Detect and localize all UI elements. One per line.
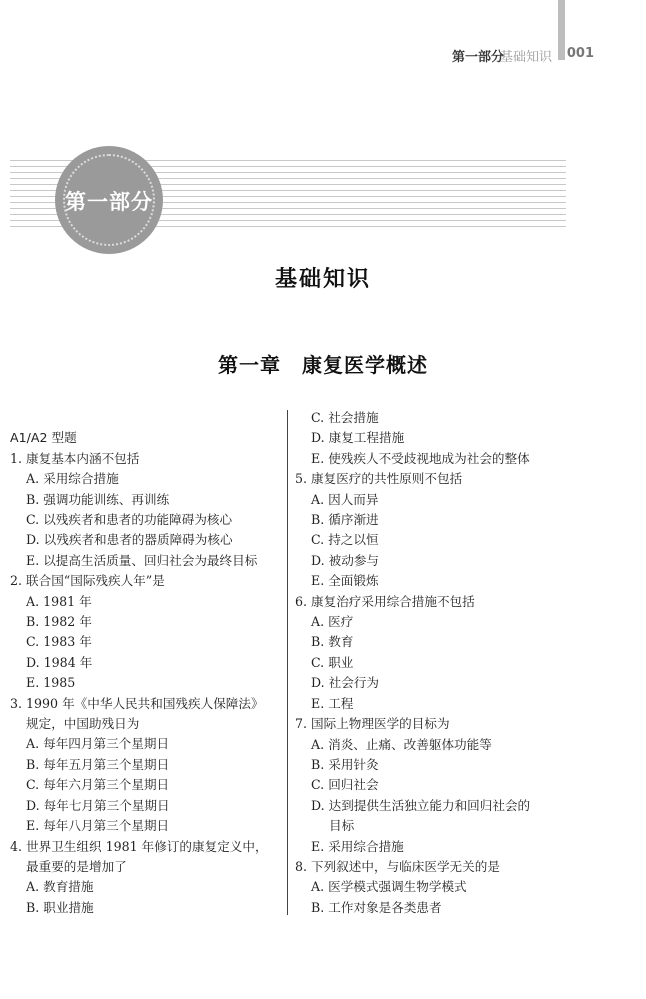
option-c: C. 持之以恒 [311,532,379,548]
option-d: D. 康复工程措施 [311,430,405,446]
section-label: A1/A2 型题 [10,430,77,446]
option-a: A. 消炎、止痛、改善躯体功能等 [311,736,492,752]
question-stem: 8. 下列叙述中，与临床医学无关的是 [295,858,500,874]
header-section: 基础知识 [499,50,552,65]
option-d: D. 以残疾者和患者的器质障碍为核心 [26,532,233,548]
question-stem: 7. 国际上物理医学的目标为 [295,716,450,732]
option-e: E. 工程 [311,695,354,711]
question-4 [10,837,282,919]
option-d: D. 被动参与 [311,552,380,568]
option-b: B. 采用针灸 [311,756,379,772]
option-d: D. 达到提供生活独立能力和回归社会的 [311,797,531,813]
left-column [10,408,282,918]
option-b: B. 工作对象是各类患者 [311,899,442,915]
option-e: E. 全面锻炼 [311,573,379,589]
question-5 [295,469,571,591]
option-d: D. 1984 年 [26,654,93,670]
page-number: 001 [566,46,594,61]
question-7 [295,714,571,857]
question-stem: 3. 1990 年《中华人民共和国残疾人保障法》 [10,695,264,711]
question-stem-cont: 规定，中国助残日为 [26,716,140,732]
question-6 [295,592,571,714]
option-c: C. 每年六月第三个星期日 [26,777,170,793]
option-b: B. 循序渐进 [311,512,379,528]
option-b: B. 教育 [311,634,354,650]
option-e: E. 以提高生活质量、回归社会为最终目标 [26,552,258,568]
option-b: B. 强调功能训练、再训练 [26,491,170,507]
question-stem: 5. 康复医疗的共性原则不包括 [295,471,463,487]
option-c: C. 社会措施 [311,410,379,425]
question-8 [295,857,571,918]
question-stem: 1. 康复基本内涵不包括 [10,450,140,466]
header-part: 第一部分 [451,50,504,65]
option-a: A. 因人而异 [311,491,379,507]
question-stem: 2. 联合国“国际残疾人年”是 [10,573,165,589]
option-a: A. 医学模式强调生物学模式 [311,879,467,895]
part-badge-text: 第一部分 [65,190,153,214]
option-d: D. 社会行为 [311,675,380,691]
option-a: A. 1981 年 [26,593,92,609]
option-c: C. 1983 年 [26,634,92,650]
question-stem: 6. 康复治疗采用综合措施不包括 [295,593,475,609]
option-b: B. 职业措施 [26,899,94,915]
option-b: B. 1982 年 [26,614,92,630]
option-c: C. 以残疾者和患者的功能障碍为核心 [26,512,233,528]
option-a: A. 医疗 [311,614,354,630]
option-a: A. 教育措施 [26,879,94,895]
option-e: E. 每年八月第三个星期日 [26,818,170,834]
option-a: A. 采用综合措施 [26,471,119,487]
running-header [380,46,630,66]
question-3 [10,694,282,837]
chapter-title: 第一章 康复医学概述 [218,353,428,377]
option-e: E. 1985 [26,675,76,691]
right-column [295,408,571,918]
option-e: E. 使残疾人不受歧视地成为社会的整体 [311,450,530,466]
column-divider [287,410,288,915]
option-c: C. 职业 [311,654,354,670]
part-title: 基础知识 [274,266,371,292]
question-2 [10,571,282,693]
option-d-cont: 目标 [329,818,355,834]
option-a: A. 每年四月第三个星期日 [26,736,170,752]
option-d: D. 每年七月第三个星期日 [26,797,170,813]
option-b: B. 每年五月第三个星期日 [26,756,170,772]
question-stem: 4. 世界卫生组织 1981 年修订的康复定义中， [10,838,268,854]
option-c: C. 回归社会 [311,777,379,793]
option-e: E. 采用综合措施 [311,838,404,854]
question-1 [10,449,282,571]
question-stem-cont: 最重要的是增加了 [26,858,127,874]
